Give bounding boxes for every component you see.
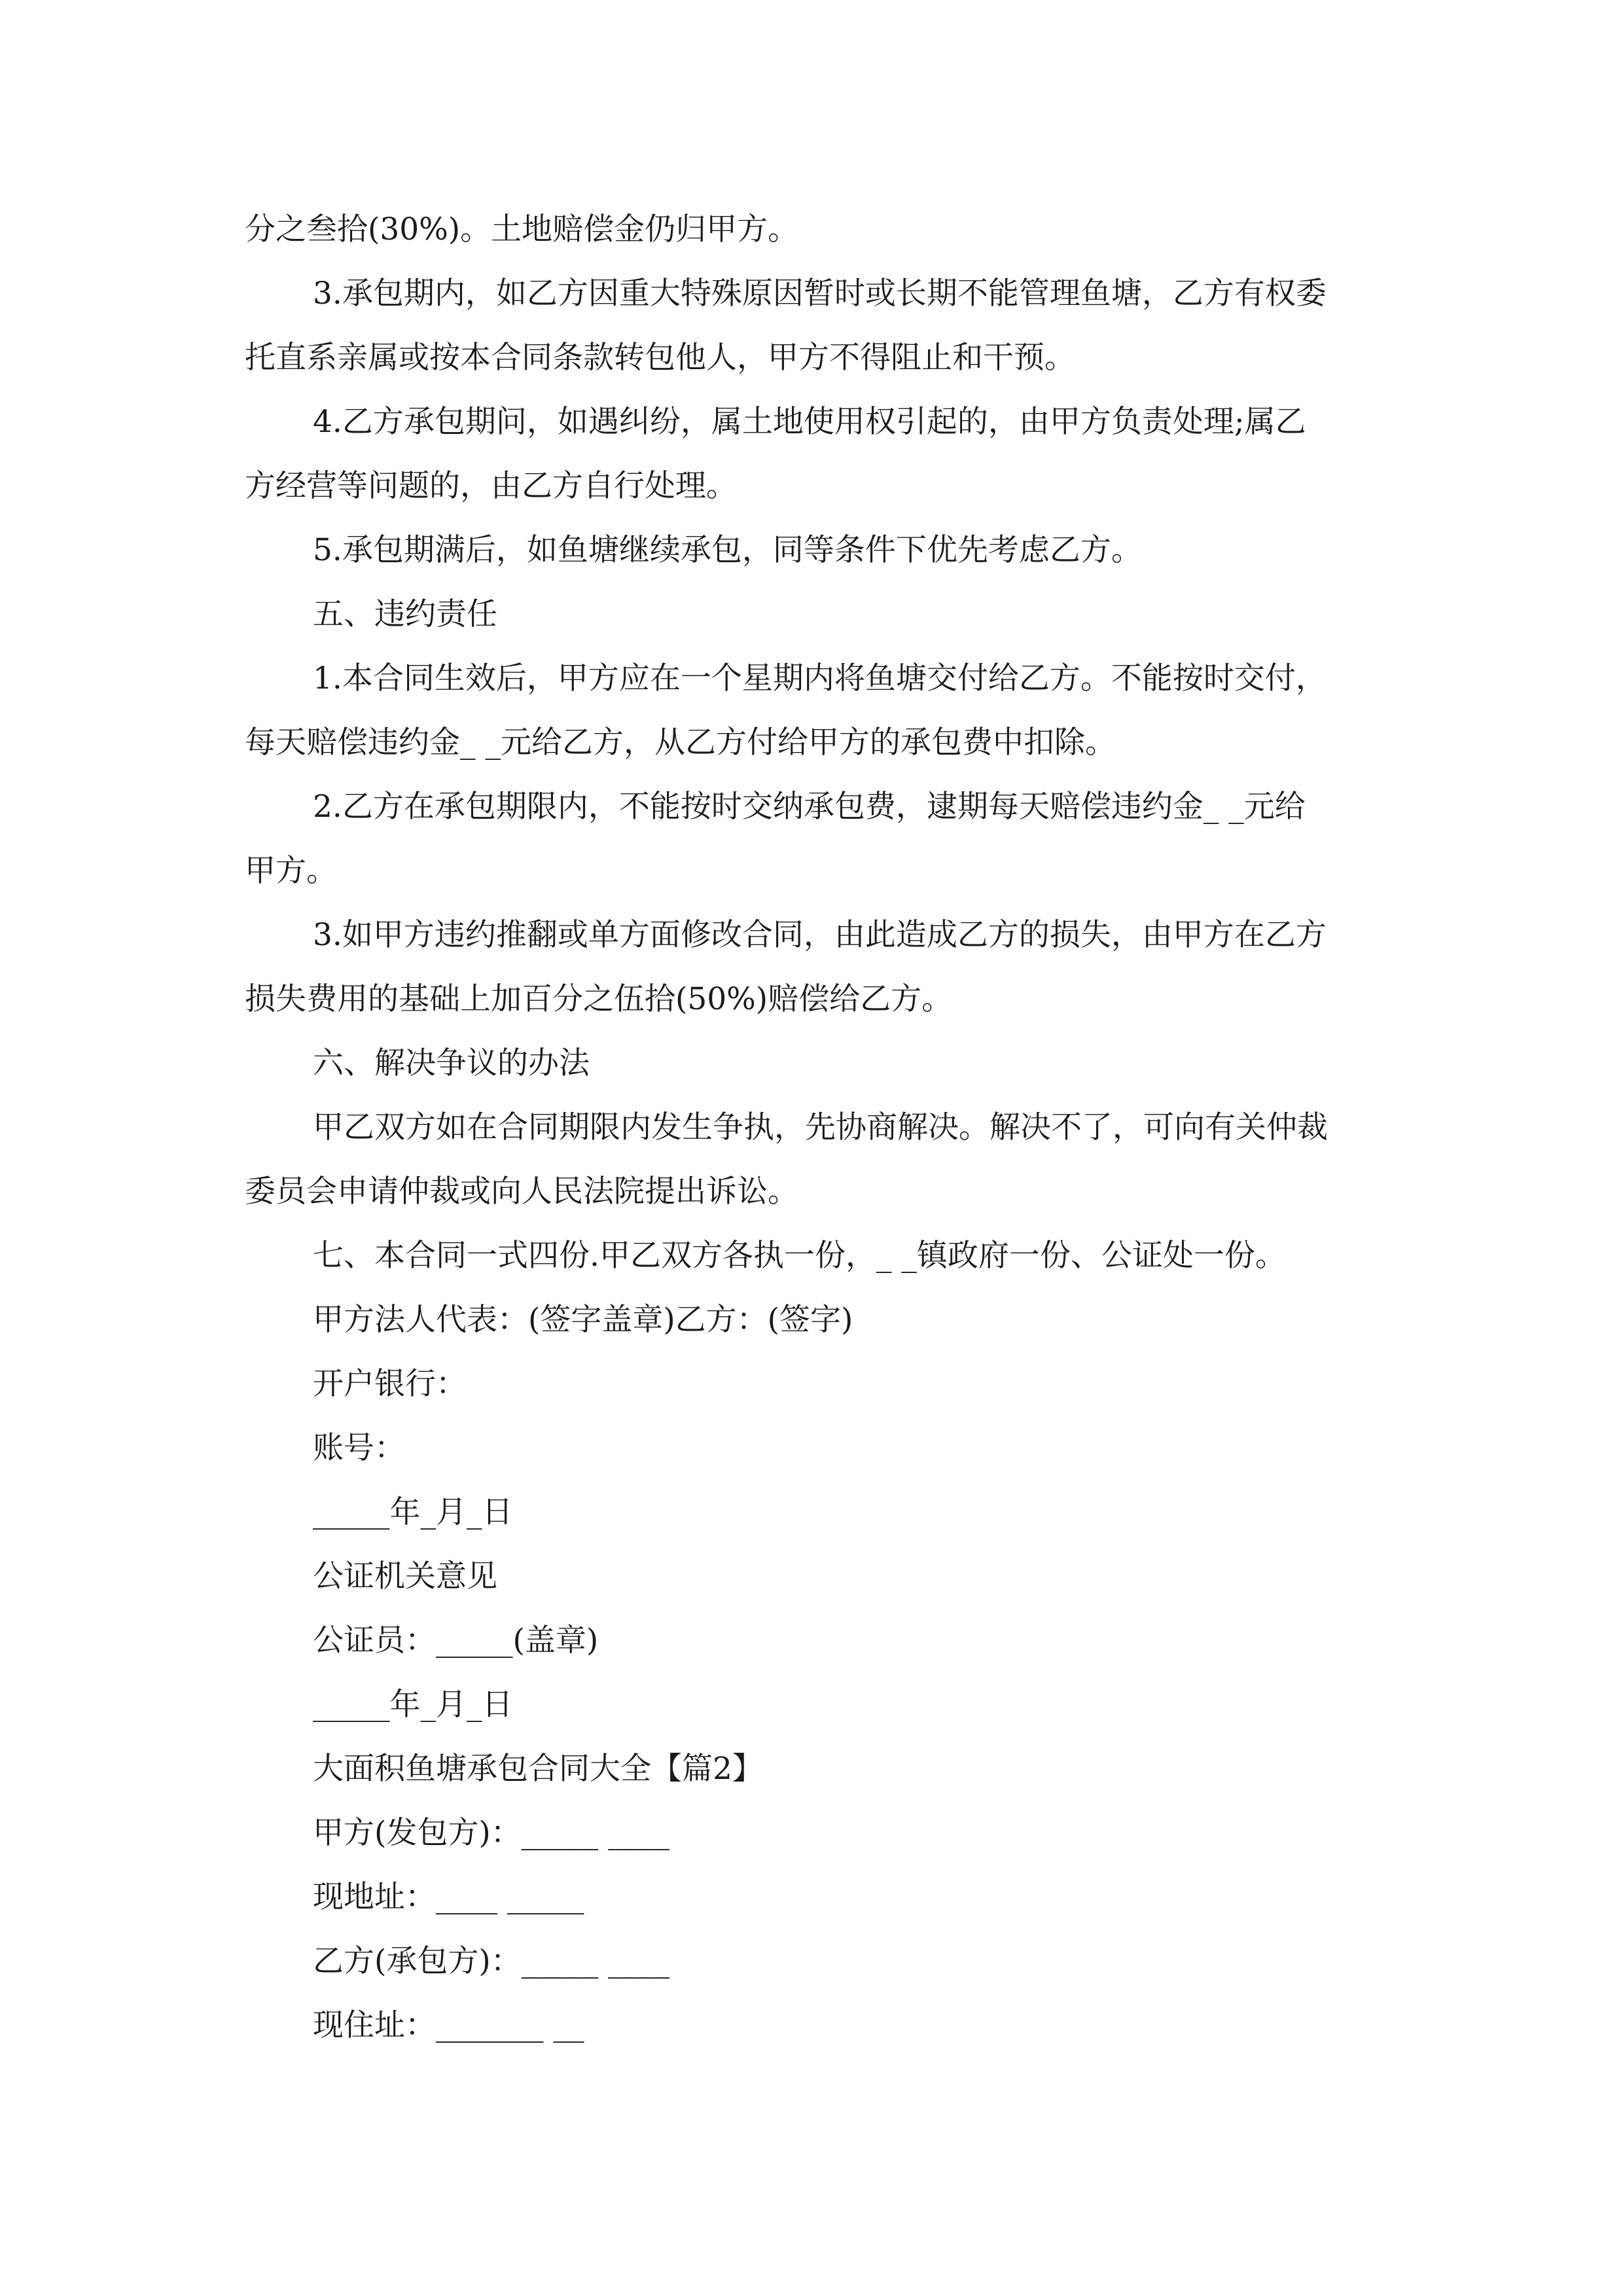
party-a-address-field: 现地址：____ _____	[313, 1879, 584, 1915]
date-field: _____年_月_日	[313, 1494, 513, 1530]
party-a-field: 甲方(发包方)：_____ ____	[313, 1815, 670, 1851]
text-line-16: 委员会申请仲裁或向人民法院提出诉讼。	[245, 1174, 798, 1210]
text-line-8: 1.本合同生效后，甲方应在一个星期内将鱼塘交付给乙方。不能按时交付，	[313, 660, 1327, 696]
text-line-2: 3.承包期内，如乙方因重大特殊原因暂时或长期不能管理鱼塘，乙方有权委	[313, 276, 1327, 312]
party-b-field: 乙方(承包方)：_____ ____	[313, 1943, 670, 1979]
text-line-9: 每天赔偿违约金_ _元给乙方，从乙方付给甲方的承包费中扣除。	[245, 725, 1116, 761]
contract-title-part2: 大面积鱼塘承包合同大全【篇2】	[313, 1751, 763, 1787]
text-line-15: 甲乙双方如在合同期限内发生争执，先协商解决。解决不了，可向有关仲裁	[313, 1109, 1328, 1145]
text-line-1: 分之叁拾(30%)。土地赔偿金仍归甲方。	[245, 211, 799, 247]
notary-opinion-heading: 公证机关意见	[313, 1558, 497, 1594]
section-copies: 七、本合同一式四份.甲乙双方各执一份，_ _镇政府一份、公证处一份。	[313, 1238, 1286, 1274]
text-line-5: 方经营等问题的，由乙方自行处理。	[245, 468, 737, 504]
text-line-6: 5.承包期满后，如鱼塘继续承包，同等条件下优先考虑乙方。	[313, 532, 1142, 568]
notary-field: 公证员：_____(盖章)	[313, 1623, 599, 1659]
text-line-12: 3.如甲方违约推翻或单方面修改合同，由此造成乙方的损失，由甲方在乙方	[313, 917, 1327, 953]
text-line-3: 托直系亲属或按本合同条款转包他人，甲方不得阻止和干预。	[245, 340, 1075, 376]
section-heading-breach: 五、违约责任	[313, 596, 497, 632]
text-line-11: 甲方。	[245, 853, 337, 889]
section-heading-dispute: 六、解决争议的办法	[313, 1045, 590, 1081]
text-line-10: 2.乙方在承包期限内，不能按时交纳承包费，逮期每天赔偿违约金_ _元给	[313, 789, 1306, 825]
document-body	[245, 198, 1383, 2058]
notary-date-field: _____年_月_日	[313, 1687, 513, 1723]
signature-line: 甲方法人代表：(签字盖章)乙方：(签字)	[313, 1302, 853, 1338]
text-line-13: 损失费用的基础上加百分之伍拾(50%)赔偿给乙方。	[245, 981, 953, 1017]
text-line-4: 4.乙方承包期问，如遇纠纷，属土地使用权引起的，由甲方负责处理;属乙	[313, 404, 1306, 440]
party-b-address-field: 现住址：_______ __	[313, 2007, 584, 2043]
bank-field: 开户银行：	[313, 1366, 467, 1402]
account-field: 账号：	[313, 1430, 405, 1466]
